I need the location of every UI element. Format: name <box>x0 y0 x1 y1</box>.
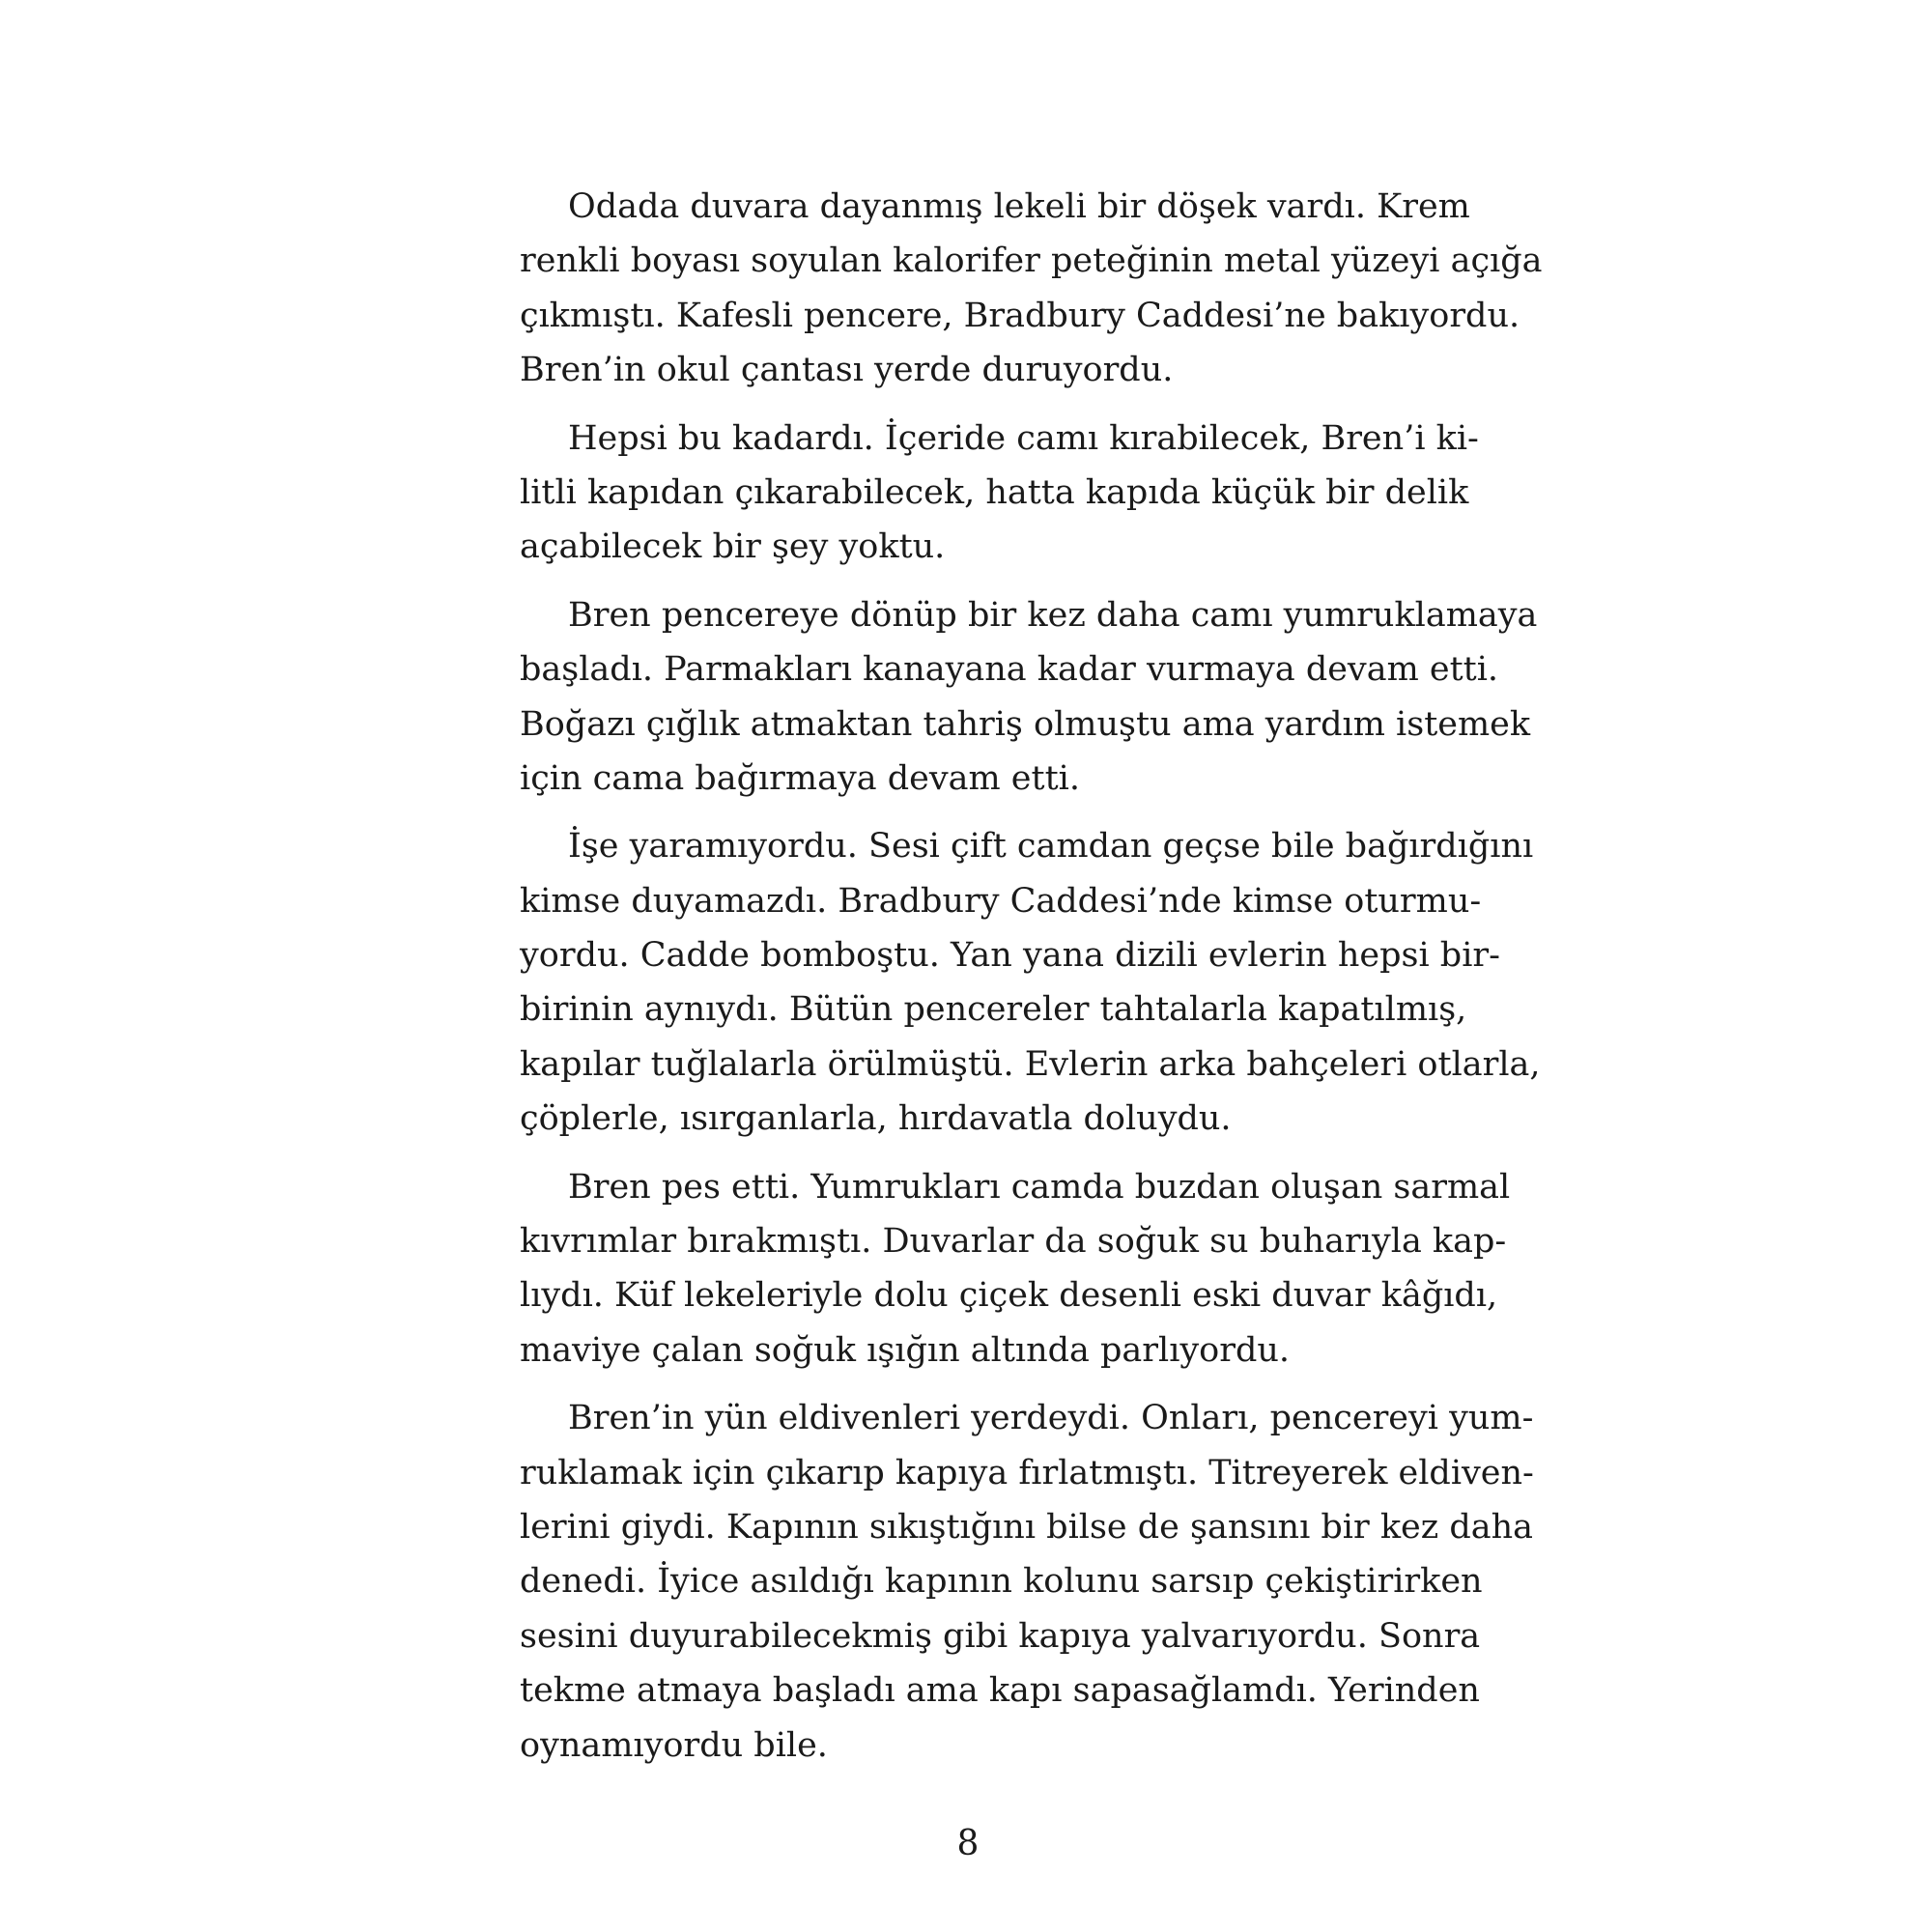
paragraph <box>520 588 1538 807</box>
paragraph <box>520 180 1543 398</box>
text-line: Bren’in yün eldivenleri yerdeydi. Onları, pencereyi yum- <box>568 1399 1534 1438</box>
text-line: denedi. İyice asıldığı kapının kolunu sarsıp çekiştirirken <box>520 1562 1483 1602</box>
text-line: başladı. Parmakları kanayana kadar vurmaya devam etti. <box>520 650 1499 690</box>
paragraph <box>520 1391 1534 1773</box>
text-line: litli kapıdan çıkarabilecek, hatta kapıda küçük bir delik <box>520 472 1469 512</box>
text-line: tekme atmaya başladı ama kapı sapasağlamdı. Yerinden <box>520 1671 1480 1711</box>
page-number: 8 <box>956 1824 980 1863</box>
text-line: lıydı. Küf lekeleriyle dolu çiçek desenli eski duvar kâğıdı, <box>520 1276 1498 1316</box>
text-line: renkli boyası soyulan kalorifer peteğinin metal yüzeyi açığa <box>520 242 1543 281</box>
text-line: açabilecek bir şey yoktu. <box>520 527 946 567</box>
text-line: Bren’in okul çantası yerde duruyordu. <box>520 351 1174 390</box>
text-line: Hepsi bu kadardı. İçeride camı kırabilecek, Bren’i ki- <box>568 418 1479 458</box>
text-line: sesini duyurabilecekmiş gibi kapıya yalvarıyordu. Sonra <box>520 1616 1481 1656</box>
text-line: kıvrımlar bırakmıştı. Duvarlar da soğuk su buharıyla kap- <box>520 1222 1507 1262</box>
text-line: Boğazı çığlık atmaktan tahriş olmuştu ama yardım istemek <box>520 704 1531 744</box>
text-line: çıkmıştı. Kafesli pencere, Bradbury Caddesi’ne bakıyordu. <box>520 296 1520 335</box>
text-line: için cama bağırmaya devam etti. <box>520 758 1080 798</box>
text-line: kimse duyamazdı. Bradbury Caddesi’nde kimse oturmu- <box>520 881 1482 921</box>
text-line: ruklamak için çıkarıp kapıya fırlatmıştı. Titreyerek eldiven- <box>520 1453 1534 1492</box>
paragraph <box>520 819 1541 1146</box>
text-line: Bren pencereye dönüp bir kez daha camı yumruklamaya <box>568 595 1538 635</box>
text-line: maviye çalan soğuk ışığın altında parlıyordu. <box>520 1330 1291 1370</box>
text-line: Bren pes etti. Yumrukları camda buzdan oluşan sarmal <box>568 1167 1511 1207</box>
text-line: kapılar tuğlalarla örülmüştü. Evlerin arka bahçeleri otlarla, <box>520 1044 1541 1084</box>
text-line: yordu. Cadde bomboştu. Yan yana dizili evlerin hepsi bir- <box>520 936 1500 976</box>
text-line: lerini giydi. Kapının sıkıştığını bilse de şansını bir kez daha <box>520 1507 1534 1547</box>
text-line: çöplerle, ısırganlarla, hırdavatla doluydu. <box>520 1099 1232 1139</box>
text-line: Odada duvara dayanmış lekeli bir döşek vardı. Krem <box>568 187 1470 226</box>
paragraph <box>520 412 1479 575</box>
paragraph <box>520 1160 1511 1378</box>
text-line: birinin aynıydı. Bütün pencereler tahtalarla kapatılmış, <box>520 990 1467 1030</box>
text-line: oynamıyordu bile. <box>520 1725 828 1765</box>
body-text <box>520 180 1543 1786</box>
text-line: İşe yaramıyordu. Sesi çift camdan geçse bile bağırdığını <box>568 827 1534 867</box>
